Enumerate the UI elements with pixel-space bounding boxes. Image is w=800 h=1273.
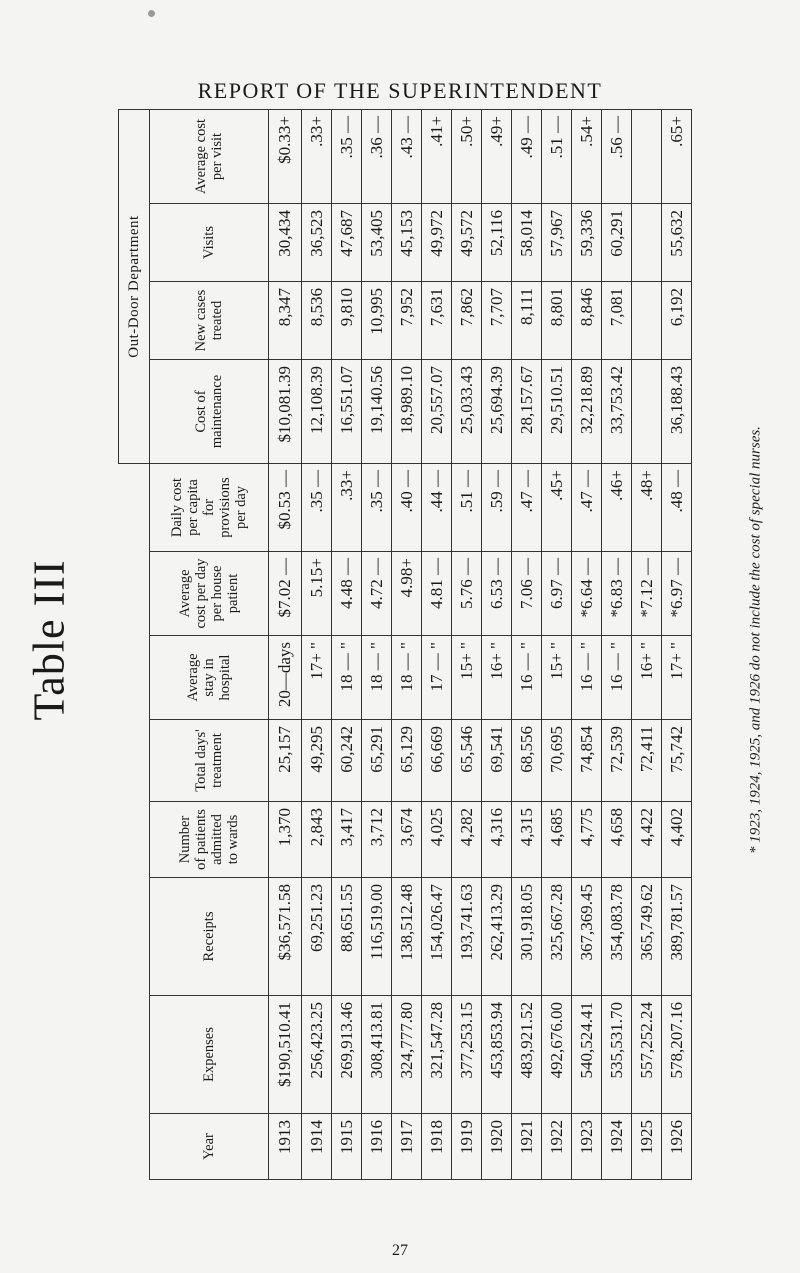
table-cell: .44 — xyxy=(422,464,452,552)
table-cell: .36 — xyxy=(362,109,392,203)
table-cell: 7,952 xyxy=(392,282,422,360)
year-cell: 1914 xyxy=(302,1114,332,1180)
table-cell: 10,995 xyxy=(362,282,392,360)
footnote: * 1923, 1924, 1925, and 1926 do not include the cost of special nurses. xyxy=(747,426,764,854)
year-cell: 1922 xyxy=(542,1114,572,1180)
table-cell: 4.81 — xyxy=(422,552,452,636)
table-cell: 4,315 xyxy=(512,802,542,878)
table-cell: 325,667.28 xyxy=(542,878,572,996)
table-cell: 2,843 xyxy=(302,802,332,878)
table-cell xyxy=(632,282,662,360)
table-cell: 25,157 xyxy=(269,720,302,802)
table-cell: 17+ " xyxy=(662,636,692,720)
table-cell: 4.48 — xyxy=(332,552,362,636)
table-cell: 4.98+ xyxy=(392,552,422,636)
table-cell: 6.97 — xyxy=(542,552,572,636)
table-row xyxy=(632,109,662,1179)
table-cell: 12,108.39 xyxy=(302,360,332,464)
table-cell: 59,336 xyxy=(572,204,602,282)
column-header: Cost of maintenance xyxy=(150,360,269,464)
table-cell: 3,712 xyxy=(362,802,392,878)
table-cell: .49+ xyxy=(482,109,512,203)
table-cell: 483,921.52 xyxy=(512,996,542,1114)
table-cell: .48 — xyxy=(662,464,692,552)
table-row xyxy=(662,109,692,1179)
table-cell: .59 — xyxy=(482,464,512,552)
side-title-container xyxy=(0,0,100,1273)
table-cell: 492,676.00 xyxy=(542,996,572,1114)
table-cell: 193,741.63 xyxy=(452,878,482,996)
year-cell: 1920 xyxy=(482,1114,512,1180)
table-cell: 29,510.51 xyxy=(542,360,572,464)
table-cell xyxy=(632,204,662,282)
table-cell: 116,519.00 xyxy=(362,878,392,996)
table-cell: 308,413.81 xyxy=(362,996,392,1114)
table-cell: 16 — " xyxy=(602,636,632,720)
table-cell: 7,862 xyxy=(452,282,482,360)
table-cell: 4,282 xyxy=(452,802,482,878)
table-row xyxy=(392,109,422,1179)
department-header: Out-Door Department xyxy=(119,109,150,463)
table-row xyxy=(542,109,572,1179)
table-cell: 32,218.89 xyxy=(572,360,602,464)
table-cell: 18,989.10 xyxy=(392,360,422,464)
column-header: Average stay in hospital xyxy=(150,636,269,720)
table-cell xyxy=(632,360,662,464)
table-cell xyxy=(632,109,662,203)
table-cell: 4,402 xyxy=(662,802,692,878)
table-cell: 269,913.46 xyxy=(332,996,362,1114)
table-cell: 18 — " xyxy=(362,636,392,720)
column-header: Visits xyxy=(150,204,269,282)
statistics-table xyxy=(118,109,692,1180)
decorative-dot xyxy=(148,10,155,17)
table-cell: 17+ " xyxy=(302,636,332,720)
table-cell: .33+ xyxy=(302,109,332,203)
table-cell: 4,316 xyxy=(482,802,512,878)
table-cell: 55,632 xyxy=(662,204,692,282)
table-cell: 367,369.45 xyxy=(572,878,602,996)
column-header: Daily cost per capita for provisions per day xyxy=(150,464,269,552)
year-cell: 1916 xyxy=(362,1114,392,1180)
table-cell: 8,347 xyxy=(269,282,302,360)
table-cell: 365,749.62 xyxy=(632,878,662,996)
table-row xyxy=(269,109,302,1179)
table-cell: 36,188.43 xyxy=(662,360,692,464)
table-cell: 49,972 xyxy=(422,204,452,282)
table-cell: .65+ xyxy=(662,109,692,203)
table-cell: 17 — " xyxy=(422,636,452,720)
table-cell: .45+ xyxy=(542,464,572,552)
page-header: REPORT OF THE SUPERINTENDENT xyxy=(197,78,603,103)
table-cell: 18 — " xyxy=(392,636,422,720)
table-cell: 8,536 xyxy=(302,282,332,360)
year-cell: 1924 xyxy=(602,1114,632,1180)
table-cell: 4,685 xyxy=(542,802,572,878)
table-cell: 9,810 xyxy=(332,282,362,360)
table-cell: 74,854 xyxy=(572,720,602,802)
table-cell: 256,423.25 xyxy=(302,996,332,1114)
year-cell: 1925 xyxy=(632,1114,662,1180)
table-cell: 8,846 xyxy=(572,282,602,360)
table-row xyxy=(512,109,542,1179)
table-cell: 57,967 xyxy=(542,204,572,282)
table-cell: 3,417 xyxy=(332,802,362,878)
table-cell: 557,252.24 xyxy=(632,996,662,1114)
header-spacer xyxy=(119,464,150,1180)
table-cell: 60,291 xyxy=(602,204,632,282)
table-cell: 154,026.47 xyxy=(422,878,452,996)
table-cell: 6,192 xyxy=(662,282,692,360)
table-cell: 540,524.41 xyxy=(572,996,602,1114)
table-cell: $190,510.41 xyxy=(269,996,302,1114)
table-cell: 65,129 xyxy=(392,720,422,802)
table-cell: 52,116 xyxy=(482,204,512,282)
table-cell: 25,033.43 xyxy=(452,360,482,464)
column-header: Number of patients admitted to wards xyxy=(150,802,269,878)
table-cell: 7,707 xyxy=(482,282,512,360)
table-cell: 69,541 xyxy=(482,720,512,802)
table-row xyxy=(482,109,512,1179)
table-cell: 8,111 xyxy=(512,282,542,360)
year-cell: 1915 xyxy=(332,1114,362,1180)
table-cell: 389,781.57 xyxy=(662,878,692,996)
table-cell: 8,801 xyxy=(542,282,572,360)
column-header: Total days' treatment xyxy=(150,720,269,802)
table-body xyxy=(269,109,692,1179)
table-cell: 30,434 xyxy=(269,204,302,282)
column-header: Average cost per visit xyxy=(150,109,269,203)
table-cell: 321,547.28 xyxy=(422,996,452,1114)
table-cell: 16,551.07 xyxy=(332,360,362,464)
table-cell: 19,140.56 xyxy=(362,360,392,464)
table-cell: 60,242 xyxy=(332,720,362,802)
table-cell: 47,687 xyxy=(332,204,362,282)
table-cell: 6.53 — xyxy=(482,552,512,636)
table-cell: .35 — xyxy=(362,464,392,552)
table-cell: 15+ " xyxy=(452,636,482,720)
table-cell: 49,295 xyxy=(302,720,332,802)
year-cell: 1919 xyxy=(452,1114,482,1180)
table-cell: 65,291 xyxy=(362,720,392,802)
table-cell: 16 — " xyxy=(512,636,542,720)
table-cell: 4,025 xyxy=(422,802,452,878)
table-cell: 75,742 xyxy=(662,720,692,802)
table-cell: .51 — xyxy=(452,464,482,552)
table-row xyxy=(362,109,392,1179)
table-cell: 16 — " xyxy=(572,636,602,720)
table-cell: .48+ xyxy=(632,464,662,552)
column-header: Average cost per day per house patient xyxy=(150,552,269,636)
table-cell: 16+ " xyxy=(632,636,662,720)
table-cell: 1,370 xyxy=(269,802,302,878)
table-cell: *6.97 — xyxy=(662,552,692,636)
table-row xyxy=(422,109,452,1179)
table-cell: 4,422 xyxy=(632,802,662,878)
table-cell: .47 — xyxy=(572,464,602,552)
column-header: Year xyxy=(150,1114,269,1180)
table-cell: 20,557.07 xyxy=(422,360,452,464)
table-cell: .41+ xyxy=(422,109,452,203)
column-header-row xyxy=(150,109,269,1179)
table-cell: 66,669 xyxy=(422,720,452,802)
table-cell: .56 — xyxy=(602,109,632,203)
table-cell: .35 — xyxy=(332,109,362,203)
table-cell: 72,539 xyxy=(602,720,632,802)
table-cell: 377,253.15 xyxy=(452,996,482,1114)
table-cell: $7.02 — xyxy=(269,552,302,636)
table-cell: 5.76 — xyxy=(452,552,482,636)
table-cell: 20—days xyxy=(269,636,302,720)
year-cell: 1918 xyxy=(422,1114,452,1180)
table-cell: 4,658 xyxy=(602,802,632,878)
table-cell: 301,918.05 xyxy=(512,878,542,996)
table-cell: $10,081.39 xyxy=(269,360,302,464)
table-cell: 53,405 xyxy=(362,204,392,282)
table-cell: 138,512.48 xyxy=(392,878,422,996)
table-cell: 18 — " xyxy=(332,636,362,720)
column-header: Expenses xyxy=(150,996,269,1114)
table-cell: .49 — xyxy=(512,109,542,203)
table-cell: *6.83 — xyxy=(602,552,632,636)
year-cell: 1913 xyxy=(269,1114,302,1180)
table-cell: 535,531.70 xyxy=(602,996,632,1114)
table-cell: *6.64 — xyxy=(572,552,602,636)
table-cell: 69,251.23 xyxy=(302,878,332,996)
table-cell: 578,207.16 xyxy=(662,996,692,1114)
year-cell: 1923 xyxy=(572,1114,602,1180)
table-cell: .54+ xyxy=(572,109,602,203)
table-cell: 70,695 xyxy=(542,720,572,802)
table-cell: 36,523 xyxy=(302,204,332,282)
table-cell: 28,157.67 xyxy=(512,360,542,464)
table-cell: 58,014 xyxy=(512,204,542,282)
table-cell: $36,571.58 xyxy=(269,878,302,996)
table-cell: 262,413.29 xyxy=(482,878,512,996)
table-cell: $0.53 — xyxy=(269,464,302,552)
table-row xyxy=(302,109,332,1179)
table-cell: .47 — xyxy=(512,464,542,552)
table-row xyxy=(572,109,602,1179)
table-cell: *7.12 — xyxy=(632,552,662,636)
table-cell: 68,556 xyxy=(512,720,542,802)
table-cell: .51 — xyxy=(542,109,572,203)
table-cell: 7.06 — xyxy=(512,552,542,636)
table-cell: .40 — xyxy=(392,464,422,552)
year-cell: 1917 xyxy=(392,1114,422,1180)
table-cell: .46+ xyxy=(602,464,632,552)
table-cell: 72,411 xyxy=(632,720,662,802)
table-cell: .43 — xyxy=(392,109,422,203)
table-cell: .50+ xyxy=(452,109,482,203)
column-header: New cases treated xyxy=(150,282,269,360)
table-row xyxy=(452,109,482,1179)
table-cell: 4,775 xyxy=(572,802,602,878)
table-cell: 4.72 — xyxy=(362,552,392,636)
table-cell: 354,083.78 xyxy=(602,878,632,996)
table-cell: $0.33+ xyxy=(269,109,302,203)
table-cell: 324,777.80 xyxy=(392,996,422,1114)
table-cell: 88,651.55 xyxy=(332,878,362,996)
year-cell: 1921 xyxy=(512,1114,542,1180)
table-cell: 65,546 xyxy=(452,720,482,802)
table-cell: 453,853.94 xyxy=(482,996,512,1114)
table-cell: 16+ " xyxy=(482,636,512,720)
rotated-table-wrapper xyxy=(118,110,772,1180)
table-cell: 5.15+ xyxy=(302,552,332,636)
table-cell: 7,631 xyxy=(422,282,452,360)
table-cell: 33,753.42 xyxy=(602,360,632,464)
table-row xyxy=(602,109,632,1179)
column-header: Receipts xyxy=(150,878,269,996)
table-title: Table III xyxy=(24,559,74,721)
table-cell: .33+ xyxy=(332,464,362,552)
table-row xyxy=(332,109,362,1179)
table-cell: 15+ " xyxy=(542,636,572,720)
table-cell: 45,153 xyxy=(392,204,422,282)
table-cell: 7,081 xyxy=(602,282,632,360)
table-cell: 49,572 xyxy=(452,204,482,282)
year-cell: 1926 xyxy=(662,1114,692,1180)
page-number: 27 xyxy=(392,1242,408,1259)
table-cell: 25,694.39 xyxy=(482,360,512,464)
table-cell: 3,674 xyxy=(392,802,422,878)
table-cell: .35 — xyxy=(302,464,332,552)
